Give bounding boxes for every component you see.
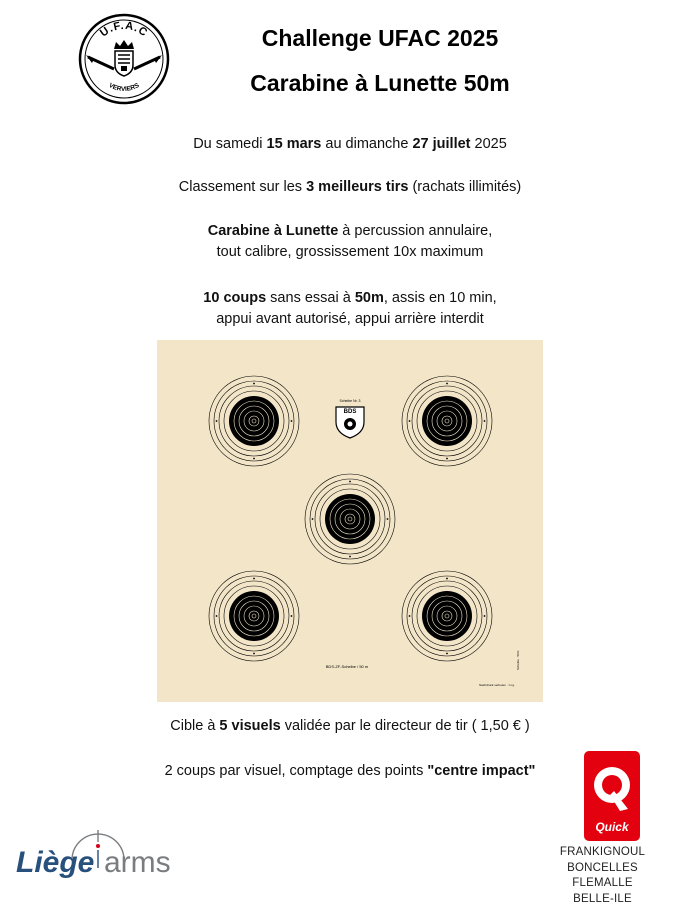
location-item: FLEMALLE: [572, 877, 633, 889]
quick-wordmark: Quick: [595, 820, 629, 834]
location-item: BONCELLES: [567, 861, 638, 874]
ufac-logo: [78, 13, 170, 105]
visuals-line: Cible à 5 visuels validée par le directeur de tir ( 1,50 € ): [170, 718, 530, 734]
page-title: Challenge UFAC 2025: [261, 25, 499, 51]
target-visual: [402, 376, 492, 466]
arms-text: arms: [104, 846, 171, 879]
ufac-logo-top-text: U.F.A.C: [97, 19, 151, 40]
quick-locations: [545, 845, 660, 907]
ranking-line: Classement sur les 3 meilleurs tirs (rachats illimités): [178, 179, 522, 195]
liege-text: Liège: [16, 846, 95, 879]
target-card: [157, 340, 543, 702]
target-side-label: Scheibe · 50m: [516, 650, 520, 670]
rifle-line-1: Carabine à Lunette à percussion annulaire,: [207, 223, 493, 239]
target-maker-label: Nachdruck verboten · f.v.g.: [479, 683, 515, 687]
dates-line: Du samedi 15 mars au dimanche 27 juillet 2025: [193, 136, 507, 152]
quick-letter: Q: [612, 763, 613, 764]
location-item: FRANKIGNOUL: [559, 846, 646, 858]
target-bottom-label: BDS-ZF-Scheibe / 50 m: [325, 664, 369, 669]
ufac-logo-bottom-text: VERVIERS: [107, 82, 141, 94]
crosshair-dot-icon: [96, 844, 100, 848]
count-line: 2 coups par visuel, comptage des points "centre impact": [164, 763, 536, 779]
shots-line-2: appui avant autorisé, appui arrière interdit: [216, 311, 484, 327]
target-top-label: Scheibe Nr. 3: [339, 399, 361, 403]
location-item: BELLE-ILE: [573, 892, 632, 905]
target-visual: [402, 571, 492, 661]
page-subtitle: Carabine à Lunette 50m: [250, 70, 510, 96]
quick-logo: [584, 751, 640, 841]
target-visual: [209, 571, 299, 661]
liege-arms-logo: [14, 822, 184, 884]
target-visual: [209, 376, 299, 466]
bds-label: BDS: [343, 409, 357, 415]
target-visual: [305, 474, 395, 564]
shots-line-1: 10 coups sans essai à 50m, assis en 10 min,: [203, 290, 497, 306]
rifle-line-2: tout calibre, grossissement 10x maximum: [216, 244, 484, 260]
